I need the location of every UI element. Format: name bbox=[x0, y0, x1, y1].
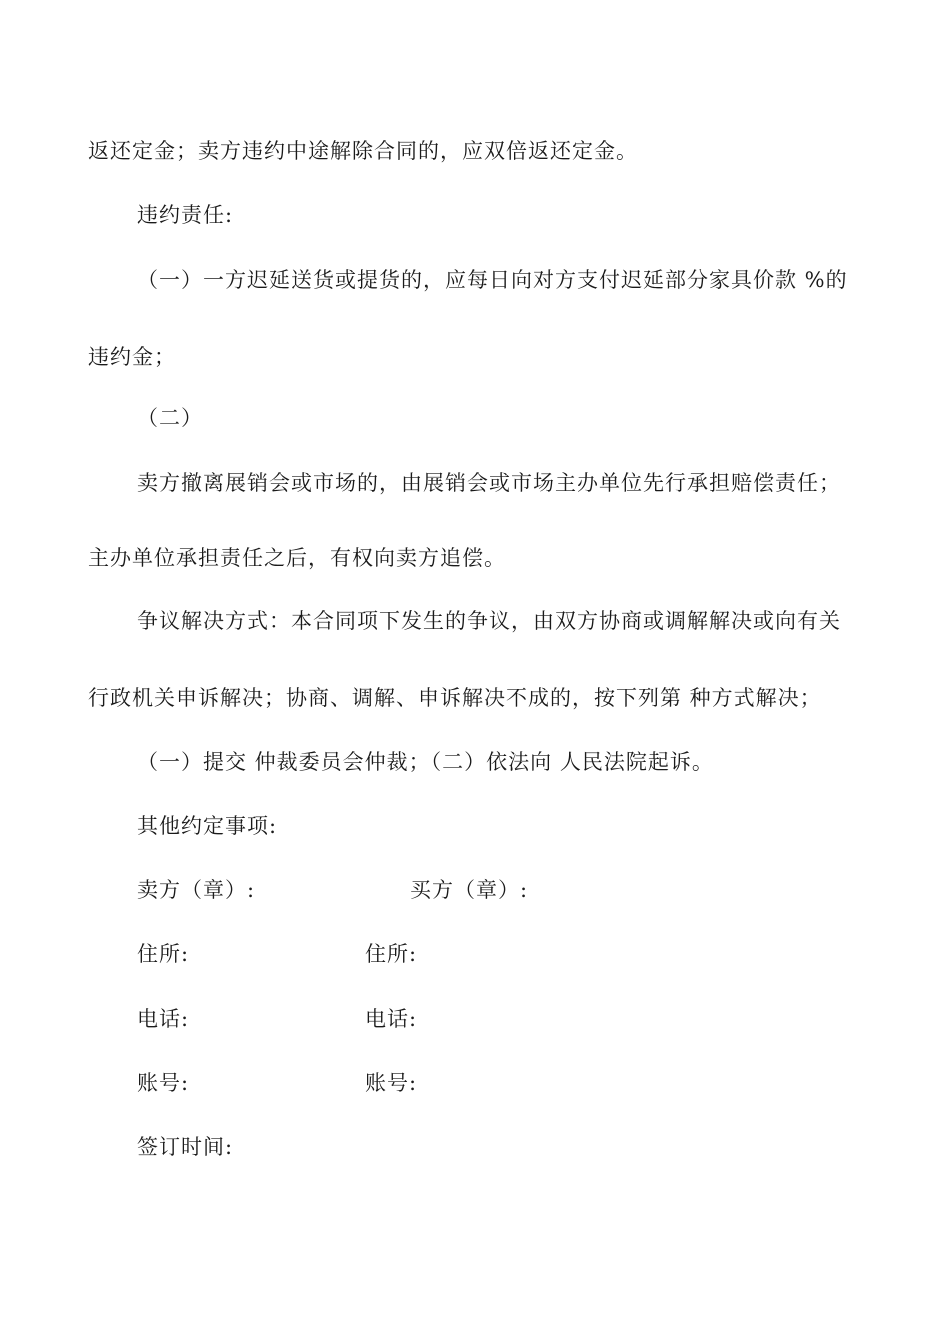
seller-address-label: 住所: bbox=[137, 942, 190, 966]
heading-other-matters: 其他约定事项: bbox=[137, 814, 278, 838]
seller-seal-label: 卖方（章）: bbox=[137, 878, 256, 902]
seller-phone-label: 电话: bbox=[137, 1007, 190, 1031]
heading-breach-liability: 违约责任: bbox=[137, 203, 234, 227]
seller-account-label: 账号: bbox=[137, 1071, 190, 1095]
paragraph-line-dispute-cont: 行政机关申诉解决；协商、调解、申诉解决不成的，按下列第 种方式解决； bbox=[88, 686, 822, 710]
buyer-address-label: 住所: bbox=[365, 942, 418, 966]
clause-number-two: （二） bbox=[137, 406, 203, 430]
paragraph-line-seller-withdraw: 卖方撤离展销会或市场的，由展销会或市场主办单位先行承担赔偿责任； bbox=[137, 471, 841, 495]
paragraph-line-penalty-cont: 违约金； bbox=[88, 345, 176, 369]
buyer-seal-label: 买方（章）: bbox=[410, 878, 529, 902]
paragraph-line-recourse: 主办单位承担责任之后，有权向卖方追偿。 bbox=[88, 546, 506, 570]
paragraph-line-delay-penalty: （一）一方迟延送货或提货的，应每日向对方支付迟延部分家具价款 %的 bbox=[137, 268, 848, 292]
paragraph-line-deposit-return: 返还定金；卖方违约中途解除合同的，应双倍返还定金。 bbox=[88, 139, 638, 163]
buyer-account-label: 账号: bbox=[365, 1071, 418, 1095]
buyer-phone-label: 电话: bbox=[365, 1007, 418, 1031]
signing-time-label: 签订时间: bbox=[137, 1135, 234, 1159]
paragraph-line-arbitration-options: （一）提交 仲裁委员会仲裁；（二）依法向 人民法院起诉。 bbox=[137, 750, 714, 774]
paragraph-line-dispute-resolution: 争议解决方式：本合同项下发生的争议，由双方协商或调解解决或向有关 bbox=[137, 609, 841, 633]
